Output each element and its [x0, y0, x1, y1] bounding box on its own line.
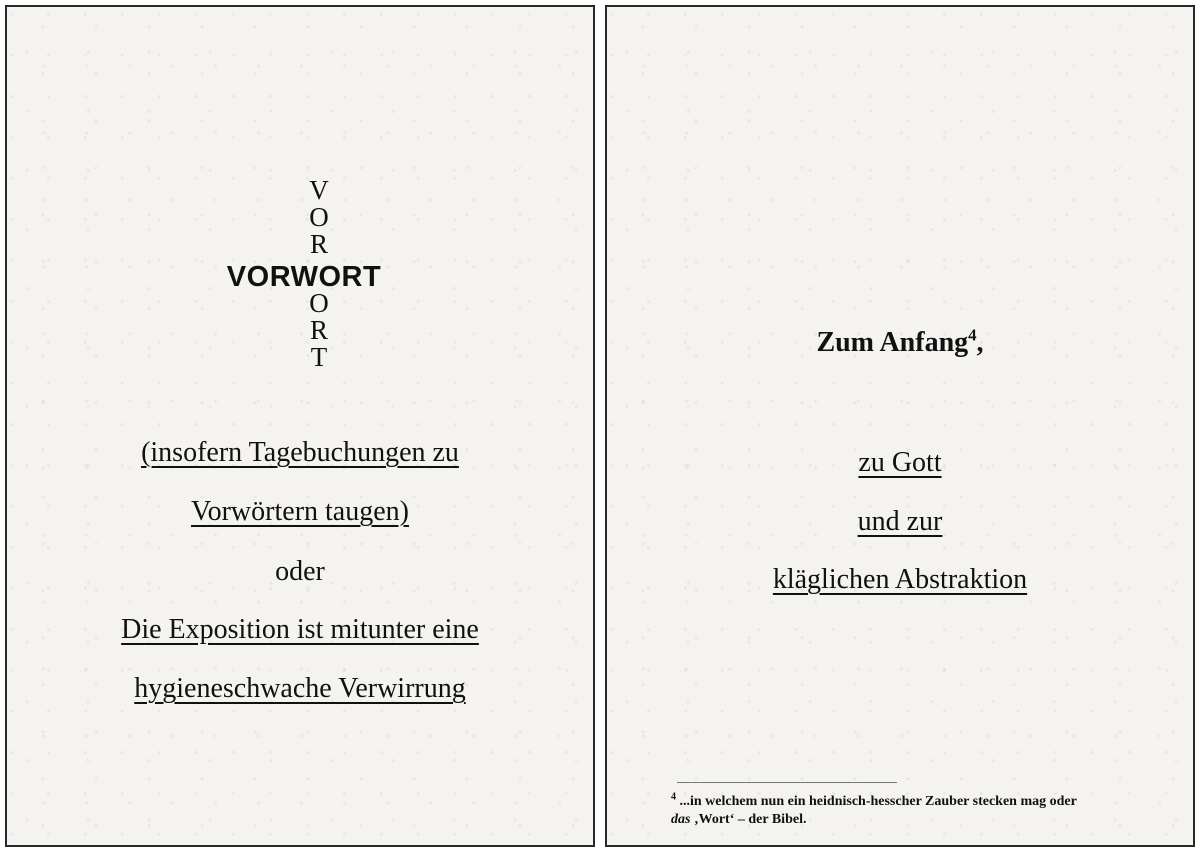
footnote-marker: 4	[671, 791, 676, 803]
right-line-3: kläglichen Abstraktion	[772, 564, 1028, 595]
cross-letter: R	[309, 229, 328, 259]
alt-title-line-2: hygieneschwache Verwirrung	[134, 673, 466, 704]
left-page	[5, 5, 595, 847]
subtitle-line-1: (insofern Tagebuchungen zu	[141, 437, 459, 468]
subtitle-line-2: Vorwörtern taugen)	[191, 496, 409, 527]
footnote-text-end: ‚Wort‘ – der Bibel.	[690, 812, 807, 827]
right-line-1: zu Gott	[858, 447, 942, 478]
cross-letter: V	[309, 175, 329, 205]
cross-letter: R	[309, 315, 328, 345]
footnote	[671, 793, 1171, 829]
cross-letter: O	[309, 288, 329, 318]
right-heading	[607, 327, 1193, 359]
vorwort-crossword	[7, 7, 593, 845]
footnote-italic-word: das	[671, 812, 691, 827]
right-page	[605, 5, 1195, 847]
cross-letter: O	[309, 202, 329, 232]
footnote-divider	[677, 782, 897, 783]
cross-letter: T	[310, 342, 328, 372]
heading-comma: ,	[976, 327, 984, 358]
connector-text: oder	[275, 556, 325, 587]
cross-horizontal-word: VORWORT	[226, 261, 382, 293]
alt-title-line-1: Die Exposition ist mitunter eine	[121, 614, 479, 645]
right-line-2: und zur	[857, 506, 943, 537]
footnote-text: ...in welchem nun ein heidnisch-hesscher Zauber stecken mag oder	[676, 794, 1077, 809]
heading-text: Zum Anfang	[816, 327, 969, 358]
footnote-reference: 4	[968, 325, 977, 345]
